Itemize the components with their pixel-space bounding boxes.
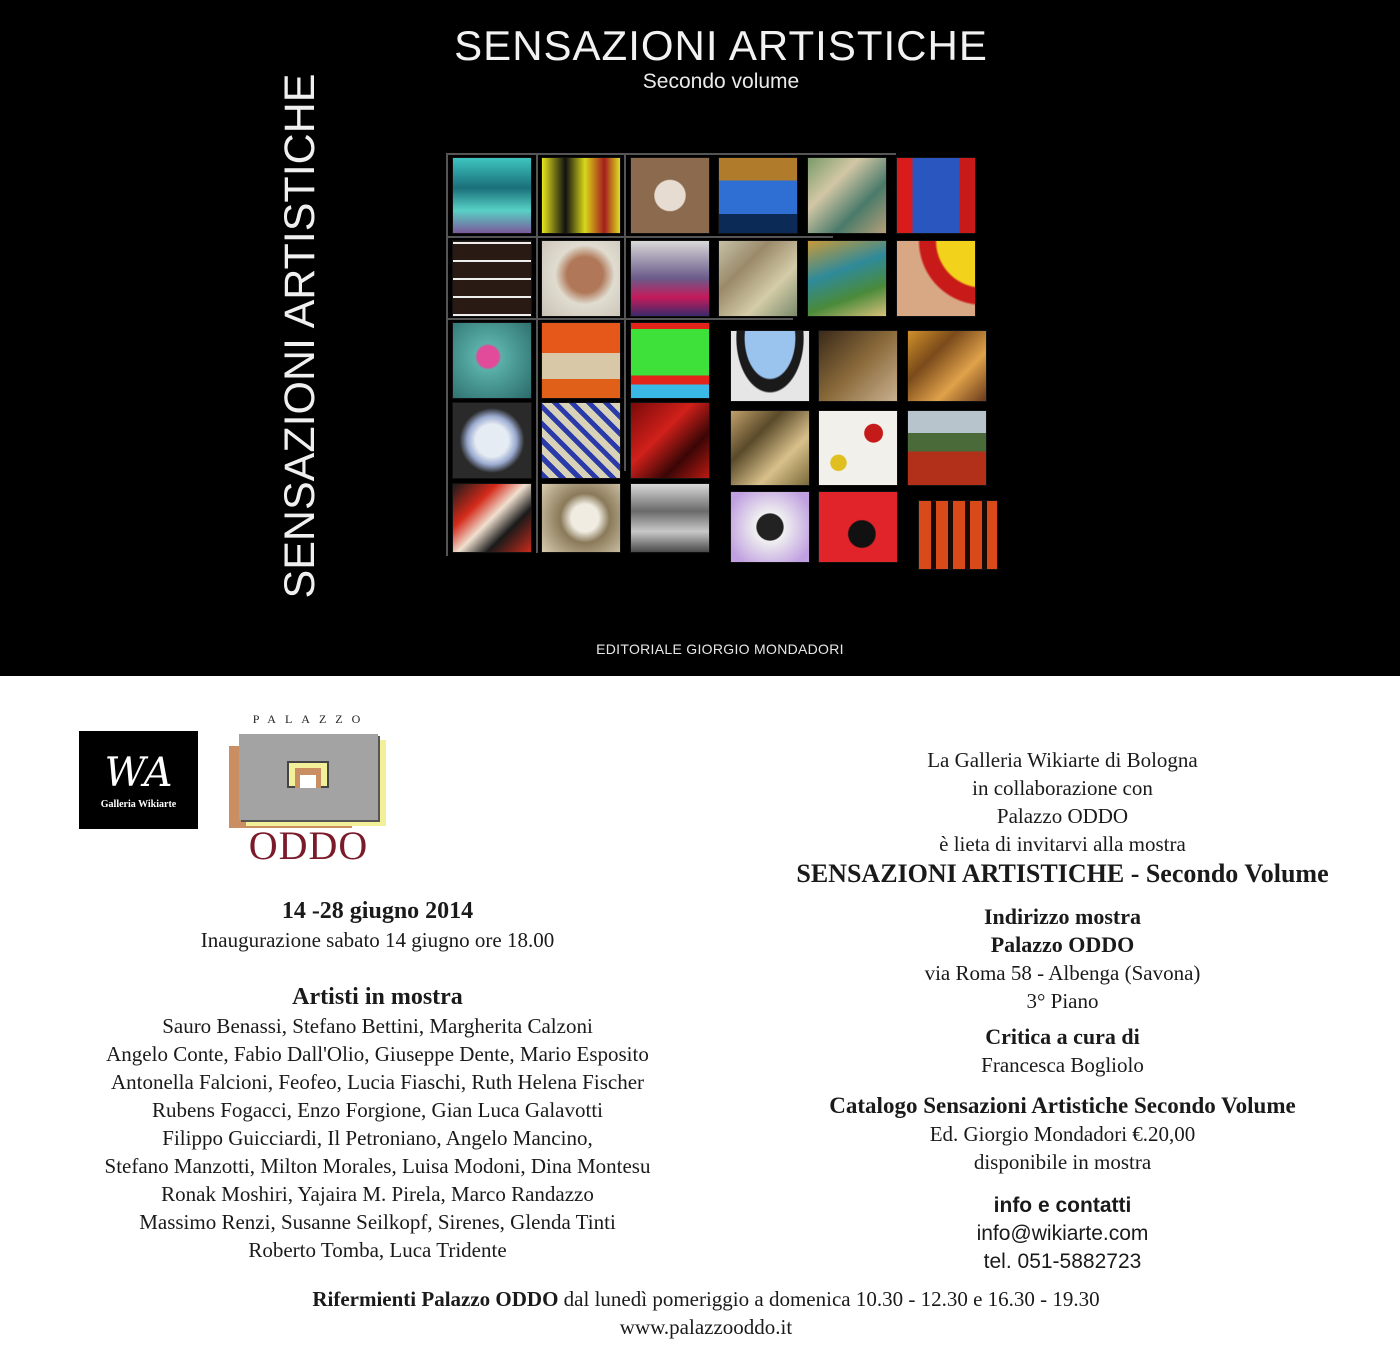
artists-line: Rubens Fogacci, Enzo Forgione, Gian Luca Galavotti — [151, 1098, 603, 1122]
artwork-thumbnail — [541, 402, 621, 479]
catalog-heading: Catalogo Sensazioni Artistiche Secondo Volume — [829, 1093, 1296, 1118]
artists-line: Angelo Conte, Fabio Dall'Olio, Giuseppe Dente, Mario Esposito — [106, 1042, 649, 1066]
contacts-block — [750, 1192, 1375, 1276]
cover-title: SENSAZIONI ARTISTICHE — [454, 22, 988, 69]
invitation-line: Palazzo ODDO — [996, 804, 1129, 828]
exhibition-dates: 14 -28 giugno 2014 — [281, 898, 474, 924]
artwork-thumbnail — [818, 410, 898, 486]
exhibition-dates-block — [20, 896, 735, 954]
cover-subtitle: Secondo volume — [642, 70, 800, 93]
artists-line: Antonella Falcioni, Feofeo, Lucia Fiaschi, Ruth Helena Fischer — [110, 1070, 645, 1094]
artwork-thumbnail — [630, 157, 710, 234]
artists-line: Stefano Manzotti, Milton Morales, Luisa Modoni, Dina Montesu — [104, 1154, 651, 1178]
grid-line — [624, 153, 626, 471]
oddo-logo-top-label: PALAZZO — [252, 712, 370, 726]
artwork-thumbnail — [807, 157, 887, 234]
galleria-wikiarte-logo — [79, 731, 198, 829]
artwork-thumbnail — [896, 157, 976, 234]
artwork-thumbnail — [730, 410, 810, 486]
cover-publisher: EDITORIALE GIORGIO MONDADORI — [596, 641, 844, 657]
footer — [0, 1285, 1400, 1341]
artists-line: Filippo Guicciardi, Il Petroniano, Angelo Mancino, — [162, 1126, 593, 1150]
artwork-thumbnail — [452, 402, 532, 479]
wikiarte-logo-name: Galleria Wikiarte — [100, 798, 177, 810]
artists-heading: Artisti in mostra — [292, 984, 463, 1010]
artwork-thumbnail — [918, 500, 998, 570]
oddo-logo-name: ODDO — [248, 823, 369, 868]
venue-name: Palazzo ODDO — [990, 932, 1135, 957]
artwork-thumbnail — [818, 491, 898, 563]
critic-heading: Critica a cura di — [985, 1024, 1140, 1049]
venue-floor: 3° Piano — [1026, 989, 1099, 1013]
artists-line: Massimo Renzi, Susanne Seilkopf, Sirenes, Glenda Tinti — [139, 1210, 616, 1234]
artwork-thumbnail — [818, 330, 898, 402]
grid-line — [448, 153, 896, 155]
palazzo-oddo-logo — [226, 712, 391, 867]
footer-website-link[interactable]: www.palazzooddo.it — [619, 1315, 793, 1339]
artwork-thumbnail — [452, 322, 532, 399]
artists-line: Sauro Benassi, Stefano Bettini, Margherita Calzoni — [162, 1014, 593, 1038]
artwork-thumbnail — [541, 157, 621, 234]
artwork-thumbnail — [630, 483, 710, 553]
catalog-publisher: Ed. Giorgio Mondadori €.20,00 — [929, 1122, 1196, 1146]
artwork-thumbnail — [718, 157, 798, 234]
artwork-thumbnail — [630, 322, 710, 399]
contacts-heading: info e contatti — [993, 1194, 1132, 1217]
artwork-thumbnail — [541, 240, 621, 317]
artwork-thumbnail — [630, 402, 710, 479]
footer-hours: dal lunedì pomeriggio a domenica 10.30 - 12.30 e 16.30 - 19.30 — [558, 1287, 1100, 1311]
catalog-availability: disponibile in mostra — [973, 1150, 1152, 1174]
artwork-thumbnail — [807, 240, 887, 317]
spine-title: SENSAZIONI ARTISTICHE — [276, 73, 324, 599]
critic-name: Francesca Bogliolo — [981, 1053, 1144, 1077]
artwork-thumbnail — [730, 330, 810, 402]
invitation-line: La Galleria Wikiarte di Bologna — [927, 748, 1198, 772]
invitation-intro — [750, 746, 1375, 858]
footer-ref-label: Rifermienti Palazzo ODDO — [312, 1287, 559, 1311]
artists-block — [20, 982, 735, 1264]
grid-line — [448, 236, 833, 238]
invitation-block — [750, 746, 1375, 890]
footer-hours-line — [0, 1285, 1400, 1313]
artists-list — [20, 1012, 735, 1264]
grid-line — [446, 153, 448, 556]
grid-line — [536, 153, 538, 553]
invitation-line: in collaborazione con — [972, 776, 1153, 800]
critic-block — [750, 1023, 1375, 1079]
artwork-thumbnail — [718, 240, 798, 317]
opening-info: Inaugurazione sabato 14 giugno ore 18.00 — [200, 928, 555, 952]
wikiarte-monogram: WA — [104, 749, 173, 796]
artwork-thumbnail — [541, 483, 621, 553]
artwork-thumbnail — [452, 483, 532, 553]
artwork-thumbnail — [630, 240, 710, 317]
artwork-thumbnail — [907, 410, 987, 486]
artwork-thumbnail — [452, 157, 532, 234]
artists-line: Roberto Tomba, Luca Tridente — [248, 1238, 507, 1262]
catalog-block — [750, 1092, 1375, 1176]
artwork-thumbnail — [730, 491, 810, 563]
oddo-logo-window-core — [300, 775, 316, 788]
address-block — [750, 903, 1375, 1015]
artwork-thumbnail — [541, 322, 621, 399]
exhibition-title: SENSAZIONI ARTISTICHE - Secondo Volume — [796, 859, 1329, 888]
grid-line — [448, 318, 793, 320]
artwork-thumbnail — [896, 240, 976, 317]
artwork-thumbnail — [907, 330, 987, 402]
artwork-thumbnail — [452, 240, 532, 317]
artists-line: Ronak Moshiri, Yajaira M. Pirela, Marco Randazzo — [161, 1182, 594, 1206]
venue-street: via Roma 58 - Albenga (Savona) — [924, 961, 1201, 985]
address-heading: Indirizzo mostra — [983, 904, 1142, 929]
contact-email-link[interactable]: info@wikiarte.com — [976, 1222, 1149, 1245]
contact-phone: tel. 051-5882723 — [983, 1250, 1142, 1273]
invitation-line: è lieta di invitarvi alla mostra — [939, 832, 1186, 856]
